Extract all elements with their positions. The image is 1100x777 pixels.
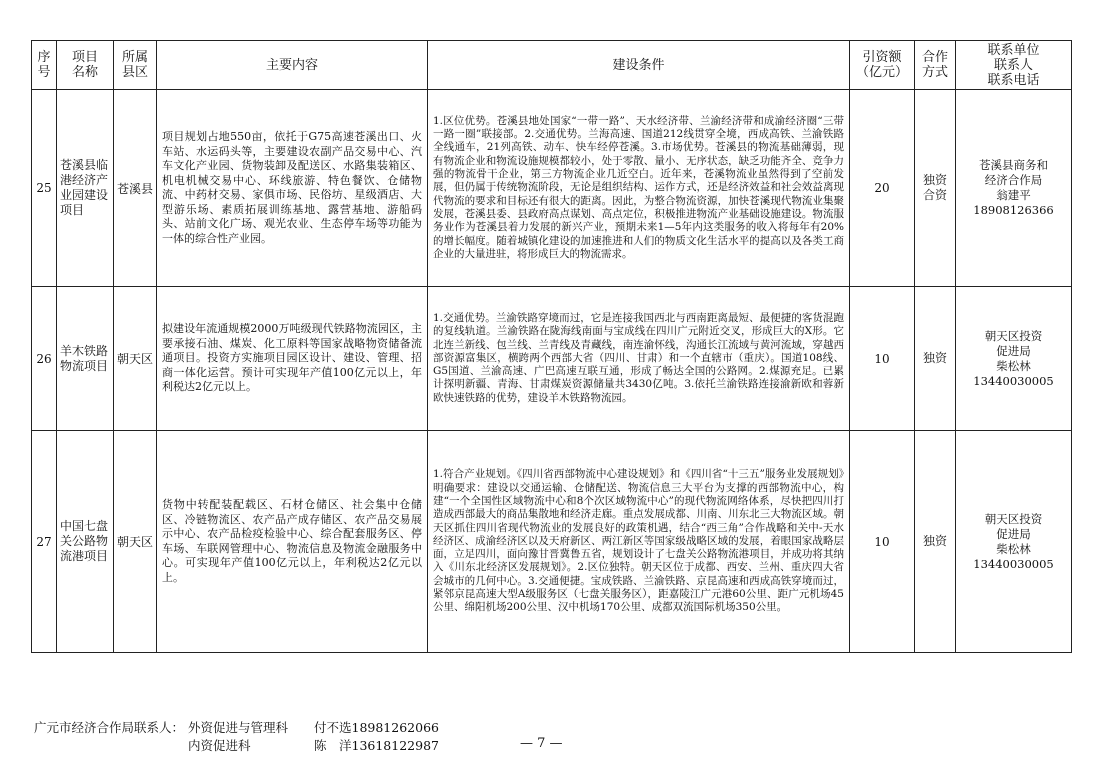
page-number: — 7 — xyxy=(520,736,563,751)
row-main-content: 拟建设年流通规模2000万吨级现代铁路物流园区，主要承接石油、煤炭、化工原料等国家战略物资储备流通项目。投资方实施项目园区设计、建设、管理、招商一体化运营。预计可实现年产值100亿元以上，年利税达2亿元以上。 xyxy=(157,287,428,431)
row-conditions: 1.交通优势。兰渝铁路穿境而过，它是连接我国西北与西南距离最短、最便捷的客货混跑的复线轨道。兰渝铁路在陇海线南面与宝成线在四川广元附近交叉，形成巨大的X形。它北连兰新线、包兰线、兰青线及青藏线，南连渝怀线，沟通长江流域与黄河流域，穿越西部资源富集区，横跨两个西部大省（四川、甘肃）和一个直辖市（重庆）。国道108线、G5国道、兰渝高速、广巴高速互联互通，形成了畅达全国的公路网。2.煤源充足。已累计探明新疆、青海、甘肃煤炭资源储量共3430亿吨。3.依托兰渝铁路连接渝新欧和蓉新欧快速铁路的优势，建设羊木铁路物流园。 xyxy=(428,287,850,431)
row-main-content: 项目规划占地550亩，依托于G75高速苍溪出口、火车站、水运码头等，主要建设农副产品交易中心、汽车文化产业园、货物装卸及配送区、水路集装箱区、机电机械交易中心、环线旅游、特色餐饮、仓储物流、中药材交易、家俱市场、民俗坊、星级酒店、大型游乐场、素质拓展训练基地、露营基地、游船码头、站前文化广场、观光农业、生态停车场等功能为一体的综合性产业园。 xyxy=(157,90,428,287)
row-project-name: 中国七盘关公路物流港项目 xyxy=(57,431,114,653)
row-main-content: 货物中转配装配载区、石材仓储区、社会集中仓储区、冷链物流区、农产品产成存储区、农产品交易展示中心、农产品检疫检验中心、综合配套服务区、停车场、车联网管理中心、物流信息及物流金融服务中心。可实现年产值100亿元以上，年利税达2亿元以上。 xyxy=(157,431,428,653)
table-header-row xyxy=(32,41,1072,90)
footer-dept-foreign: 外资促进与管理科 xyxy=(188,720,289,735)
row-coop-mode: 独资 合资 xyxy=(915,90,956,287)
row-seq: 25 xyxy=(32,90,57,287)
row-contact: 朝天区投资 促进局 柴松林 13440030005 xyxy=(956,431,1072,653)
header-investment: 引资额 （亿元） xyxy=(850,41,915,90)
row-contact: 朝天区投资 促进局 柴松林 13440030005 xyxy=(956,287,1072,431)
row-seq: 26 xyxy=(32,287,57,431)
header-seq: 序 号 xyxy=(32,41,57,90)
row-investment: 10 xyxy=(850,287,915,431)
footer-contact-foreign: 付不选18981262066 xyxy=(314,720,439,735)
table-row xyxy=(32,287,1072,431)
header-content: 主要内容 xyxy=(157,41,428,90)
header-contact: 联系单位 联系人 联系电话 xyxy=(956,41,1072,90)
row-project-name: 羊木铁路物流项目 xyxy=(57,287,114,431)
row-contact: 苍溪县商务和 经济合作局 翁建平 18908126366 xyxy=(956,90,1072,287)
table-row xyxy=(32,90,1072,287)
row-investment: 20 xyxy=(850,90,915,287)
project-table xyxy=(31,40,1072,653)
row-county: 苍溪县 xyxy=(114,90,157,287)
header-county: 所属 县区 xyxy=(114,41,157,90)
row-seq: 27 xyxy=(32,431,57,653)
footer-org-label: 广元市经济合作局联系人： xyxy=(34,720,185,735)
table-row xyxy=(32,431,1072,653)
row-conditions: 1.符合产业规划。《四川省西部物流中心建设规划》和《四川省“十三五”服务业发展规划》明确要求：建设以交通运输、仓储配送、物流信息三大平台为支撑的西部物流中心，构建“一个全国性区域物流中心和8个次区域物流中心”的现代物流网络体系，尽快把四川打造成西部最大的商品集散地和经济走廊。重点发展成都、川南、川东北三大物流区域。朝天区抓住四川省现代物流业的发展良好的政策机遇，结合“西三角”合作战略和关中-天水经济区、成渝经济区以及天府新区、两江新区等国家级战略区域的发展，着眼国家战略层面，立足四川，面向豫甘晋冀鲁五省，规划设计了七盘关公路物流港项目，并成功将其纳入《川东北经济区发展规划》。2.区位独特。朝天区位于成都、西安、兰州、重庆四大省会城市的几何中心。3.交通便捷。宝成铁路、兰渝铁路、京昆高速和西成高铁穿境而过，紧邻京昆高速大型A级服务区（七盘关服务区），距嘉陵江广元港60公里、距广元机场45公里、绵阳机场200公里、汉中机场170公里、成都双流国际机场350公里。 xyxy=(428,431,850,653)
row-investment: 10 xyxy=(850,431,915,653)
header-name: 项目 名称 xyxy=(57,41,114,90)
header-mode: 合作 方式 xyxy=(915,41,956,90)
row-coop-mode: 独资 xyxy=(915,431,956,653)
row-county: 朝天区 xyxy=(114,431,157,653)
footer-dept-domestic: 内资促进科 xyxy=(188,738,251,753)
row-project-name: 苍溪县临港经济产业园建设项目 xyxy=(57,90,114,287)
row-county: 朝天区 xyxy=(114,287,157,431)
row-coop-mode: 独资 xyxy=(915,287,956,431)
footer-contact-domestic: 陈 洋13618122987 xyxy=(314,738,439,753)
row-conditions: 1.区位优势。苍溪县地处国家“一带一路”、天水经济带、兰渝经济带和成渝经济圈“三带一路一圈”联接部。2.交通优势。兰海高速、国道212线贯穿全境，西成高铁、兰渝铁路全线通车，21列高铁、动车、快车经停苍溪。3.市场优势。苍溪县的物流基础薄弱，现有物流企业和物流设施规模都较小，处于零散、量小、无序状态，缺乏功能齐全、竞争力强的物流骨干企业，第三方物流企业几近空白。近年来，苍溪物流业虽然得到了空前发展，但仍属于传统物流阶段，无论是组织结构、运作方式，还是经济效益和社会效益离现代物流的要求和目标还有很大的距离。因此，为整合物流资源，加快苍溪现代物流业集聚发展，苍溪县委、县政府高点谋划、高点定位，积极推进物流产业基础设施建设。物流服务业作为苍溪县着力发展的新兴产业，预期未来1—5年内这类服务的收入将每年有20%的增长幅度。随着城镇化建设的加速推进和人们的物质文化生活水平的提高以及各类工商企业的大量进驻，将形成巨大的物流需求。 xyxy=(428,90,850,287)
header-conditions: 建设条件 xyxy=(428,41,850,90)
